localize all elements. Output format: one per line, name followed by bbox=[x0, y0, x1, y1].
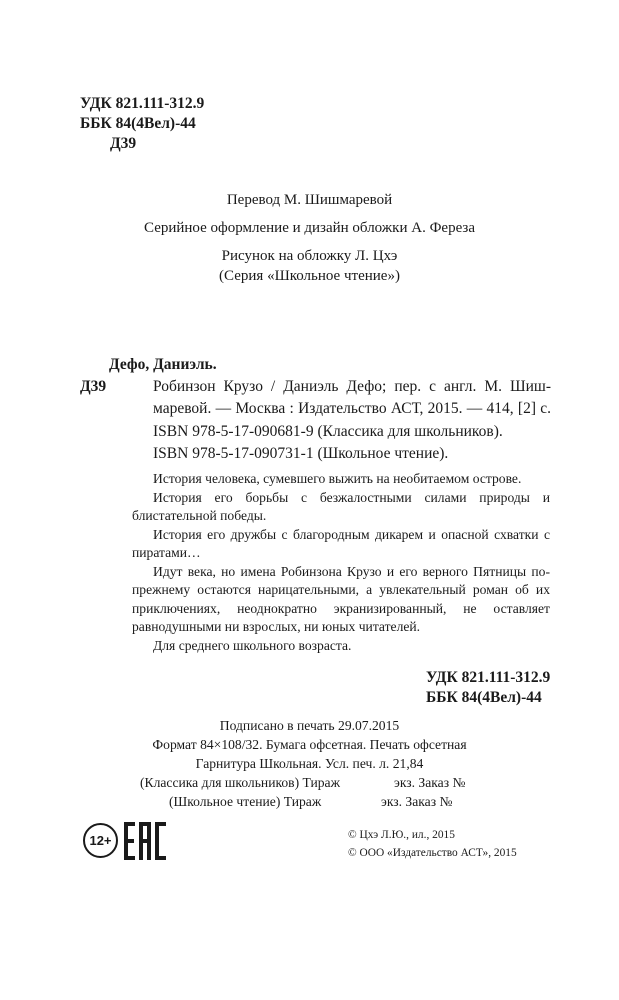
annotation bbox=[132, 470, 550, 655]
annotation-paragraph-4: Идут века, но имена Робинзона Крузо и его верного Пятницы по-прежнему остаются нарицательными, а увлекательный роман об их приключениях, неоднократно экранизированный, не оставляет равнодушными ни взрослых, ни юных читателей. bbox=[132, 563, 550, 634]
translation-credit: Перевод М. Шишмаревой bbox=[226, 192, 393, 208]
annotation-paragraph-1: История человека, сумевшего выжить на необитаемом острове. bbox=[153, 471, 522, 486]
isbn-school-reading: ISBN 978-5-17-090731-1 (Школьное чтение). bbox=[153, 445, 449, 462]
copyright-illustrator: © Цхэ Л.Ю., ил., 2015 bbox=[348, 829, 455, 841]
bbk-code-repeat: ББК 84(4Вел)-44 bbox=[426, 689, 542, 706]
annotation-paragraph-3: История его дружбы с благородным дикарем и опасной схватки с пиратами… bbox=[132, 526, 550, 560]
age-rating-badge bbox=[83, 823, 118, 858]
design-credit: Серийное оформление и дизайн обложки А. Фереза bbox=[144, 220, 475, 236]
bbk-code: ББК 84(4Вел)-44 bbox=[80, 115, 196, 132]
print-run-school-order: экз. Заказ № bbox=[381, 794, 453, 809]
udk-code-repeat: УДК 821.111-312.9 bbox=[426, 669, 551, 686]
print-run-school-label: (Школьное чтение) Тираж bbox=[169, 794, 322, 809]
catalog-description bbox=[153, 376, 551, 420]
author-sign: Д39 bbox=[110, 135, 137, 152]
annotation-paragraph-2: История его борьбы с безжалостными силами природы и блистательной победы. bbox=[132, 489, 550, 523]
series-name: (Серия «Школьное чтение») bbox=[219, 268, 400, 284]
isbn-classics: ISBN 978-5-17-090681-9 (Классика для школьников). bbox=[153, 423, 503, 440]
catalog-author: Дефо, Даниэль. bbox=[109, 356, 217, 373]
signed-to-print: Подписано в печать 29.07.2015 bbox=[219, 718, 400, 733]
copyright-publisher: © ООО «Издательство АСТ», 2015 bbox=[348, 847, 517, 859]
age-rating-text: 12+ bbox=[89, 833, 112, 848]
description-line-2: маревой. — Москва : Издательство АСТ, 2015. — 414, [2] с. bbox=[153, 400, 551, 417]
typeface-line: Гарнитура Школьная. Усл. печ. л. 21,84 bbox=[195, 756, 424, 771]
catalog-sign: Д39 bbox=[80, 378, 107, 395]
print-run-classics-label: (Классика для школьников) Тираж bbox=[140, 775, 340, 790]
description-line-1: Робинзон Крузо / Даниэль Дефо; пер. с англ. М. Шиш- bbox=[153, 378, 551, 395]
eac-conformity-mark-icon bbox=[124, 822, 166, 860]
print-run-classics-order: экз. Заказ № bbox=[394, 775, 466, 790]
udk-code: УДК 821.111-312.9 bbox=[80, 95, 205, 112]
format-line: Формат 84×108/32. Бумага офсетная. Печать офсетная bbox=[152, 737, 467, 752]
cover-art-credit: Рисунок на обложку Л. Цхэ bbox=[221, 248, 398, 264]
annotation-paragraph-5: Для среднего школьного возраста. bbox=[153, 637, 352, 653]
